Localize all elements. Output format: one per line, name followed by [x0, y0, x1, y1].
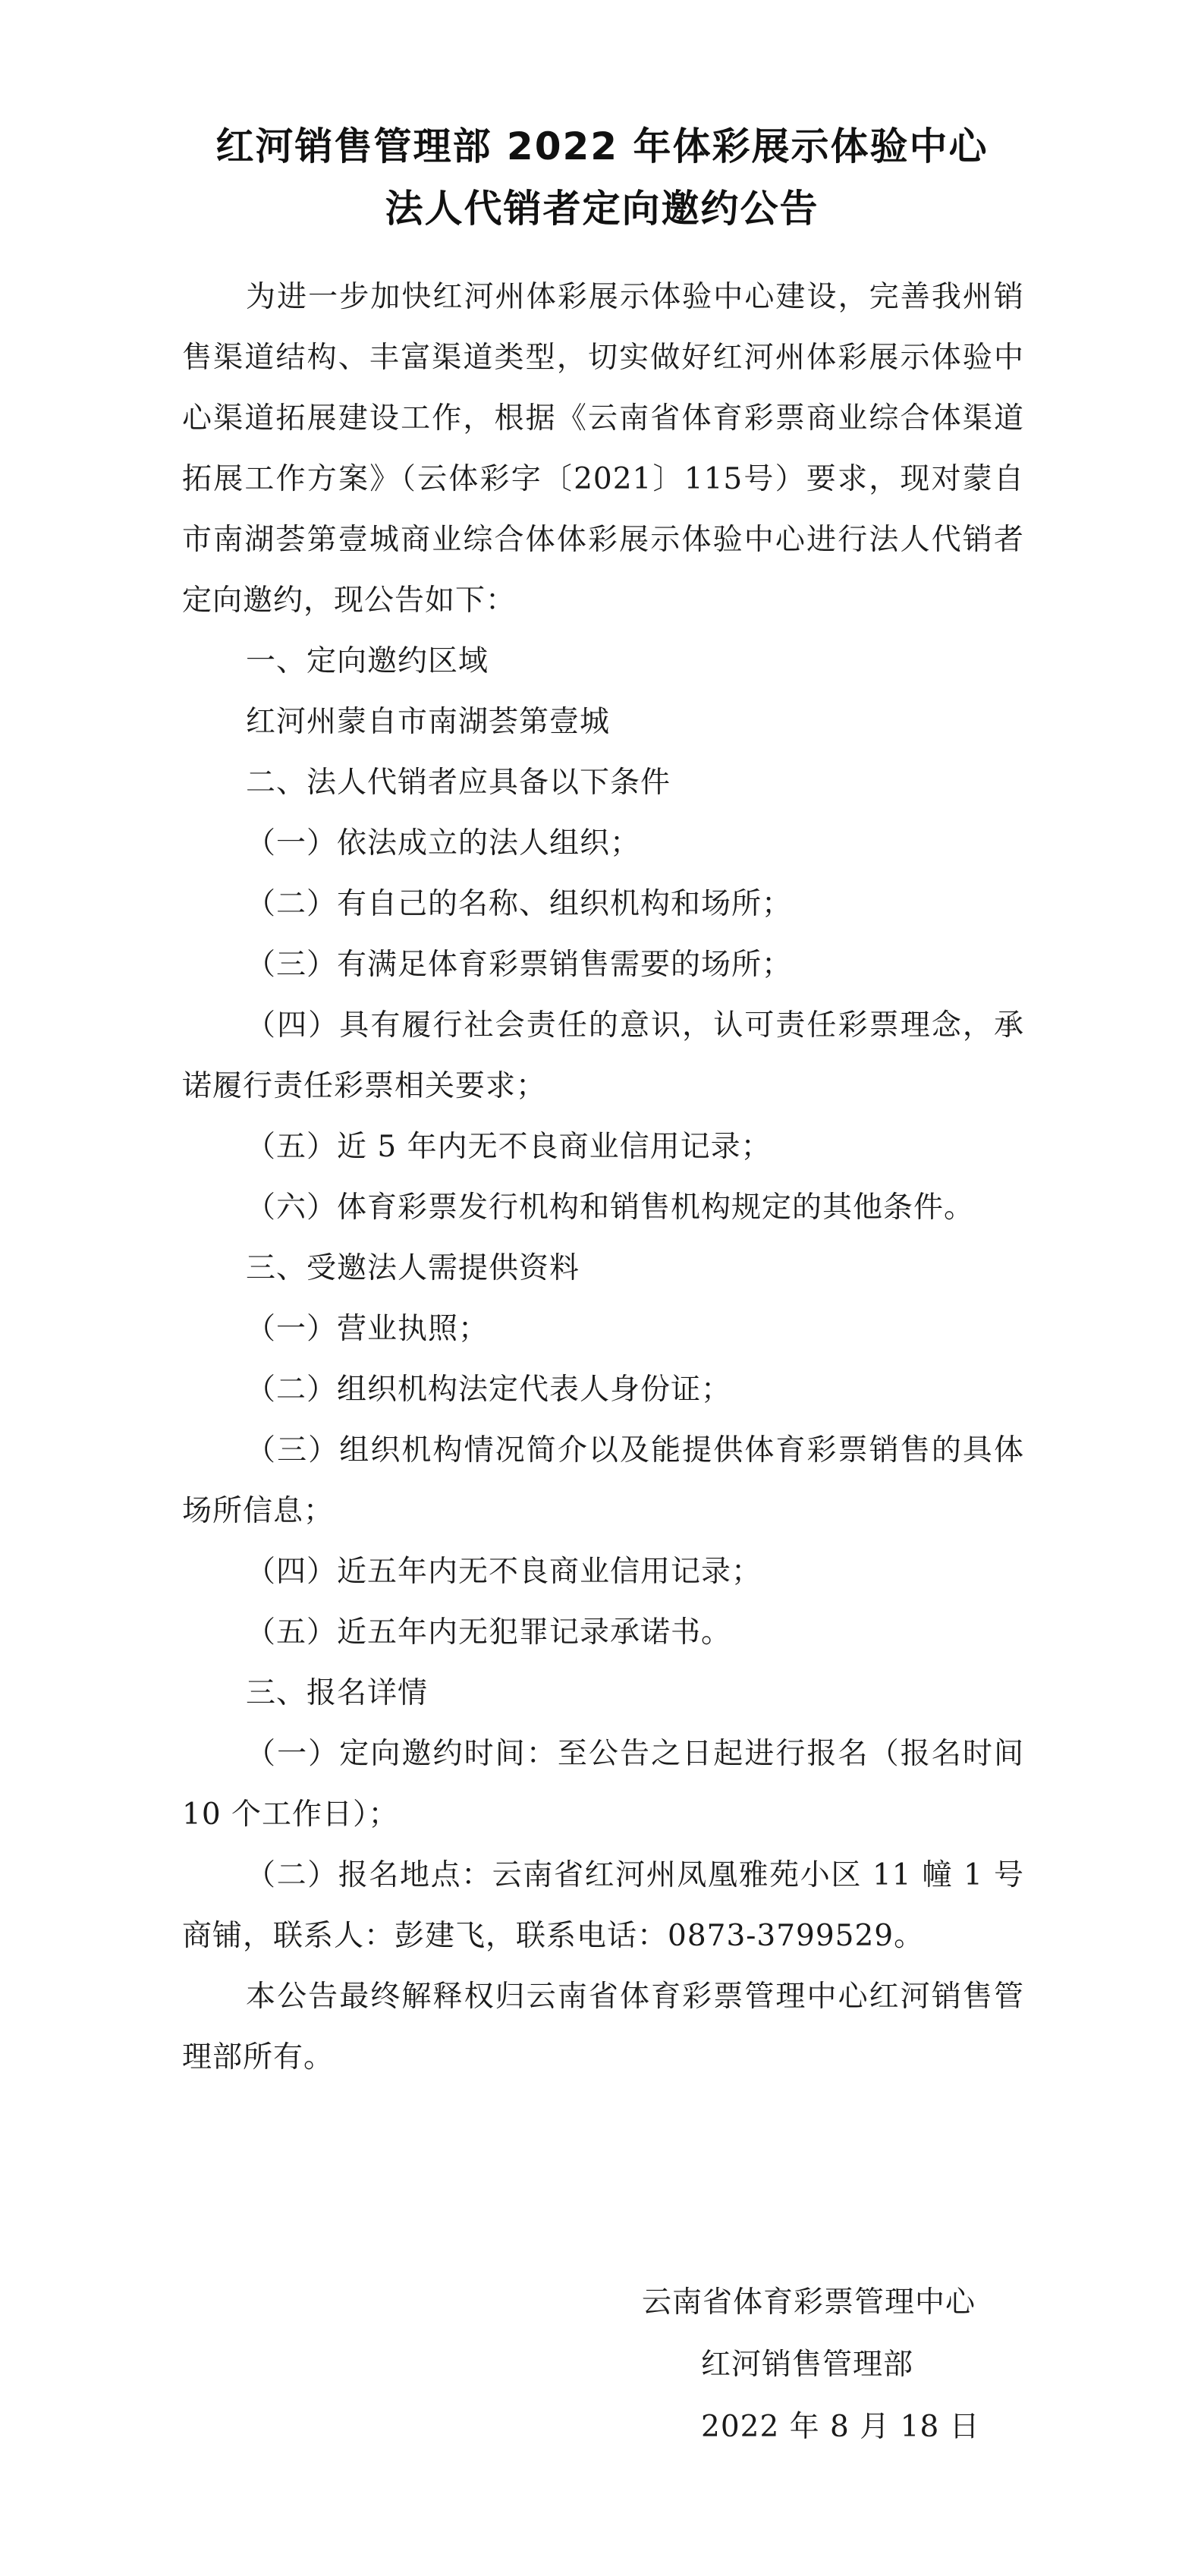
section-2-item: （五）近 5 年内无不良商业信用记录；	[246, 1130, 772, 1164]
title-line-1: 红河销售管理部 2022 年体彩展示体验中心	[215, 124, 989, 168]
section-2-item: （一）依法成立的法人组织；	[246, 826, 641, 860]
section-2-item: （三）有满足体育彩票销售需要的场所；	[246, 948, 793, 982]
section-3-item: （三）组织机构情况简介以及能提供体育彩票销售的具体场所信息；	[182, 1433, 1024, 1528]
section-3-item: （五）近五年内无犯罪记录承诺书。	[246, 1615, 732, 1650]
closing-paragraph: 本公告最终解释权归云南省体育彩票管理中心红河销售管理部所有。	[182, 1980, 1024, 2074]
section-2-heading: 二、法人代销者应具备以下条件	[246, 766, 671, 800]
section-1-heading: 一、定向邀约区域	[246, 644, 489, 678]
section-3-item: （二）组织机构法定代表人身份证；	[246, 1373, 732, 1407]
section-2-item: （六）体育彩票发行机构和销售机构规定的其他条件。	[246, 1190, 975, 1225]
section-4-heading: 三、报名详情	[246, 1676, 429, 1710]
section-3-item: （一）营业执照；	[246, 1312, 489, 1346]
section-3-item: （四）近五年内无不良商业信用记录；	[246, 1555, 762, 1589]
intro-paragraph: 为进一步加快红河州体彩展示体验中心建设，完善我州销售渠道结构、丰富渠道类型，切实做好红河州体彩展示体验中心渠道拓展建设工作，根据《云南省体育彩票商业综合体渠道拓展工作方案》（云体彩字〔2021〕115号）要求，现对蒙自市南湖荟第壹城商业综合体体彩展示体验中心进行法人代销者定向邀约，现公告如下：	[182, 280, 1024, 618]
section-4-item: （二）报名地点：云南省红河州凤凰雅苑小区 11 幢 1 号商铺，联系人：彭建飞，联系电话：0873-3799529。	[182, 1858, 1024, 1953]
signature-dept: 红河销售管理部	[701, 2348, 914, 2382]
document-body	[182, 267, 1024, 2088]
section-3-heading: 三、受邀法人需提供资料	[246, 1251, 580, 1285]
section-1-content: 红河州蒙自市南湖荟第壹城	[246, 705, 611, 739]
signature-date: 2022 年 8 月 18 日	[701, 2410, 980, 2444]
section-4-item: （一）定向邀约时间：至公告之日起进行报名（报名时间 10 个工作日）；	[182, 1737, 1024, 1832]
section-2-item: （二）有自己的名称、组织机构和场所；	[246, 887, 793, 921]
section-2-item: （四）具有履行社会责任的意识，认可责任彩票理念，承诺履行责任彩票相关要求；	[182, 1008, 1024, 1103]
signature-org: 云南省体育彩票管理中心	[642, 2285, 976, 2320]
title-line-2: 法人代销者定向邀约公告	[385, 187, 819, 231]
